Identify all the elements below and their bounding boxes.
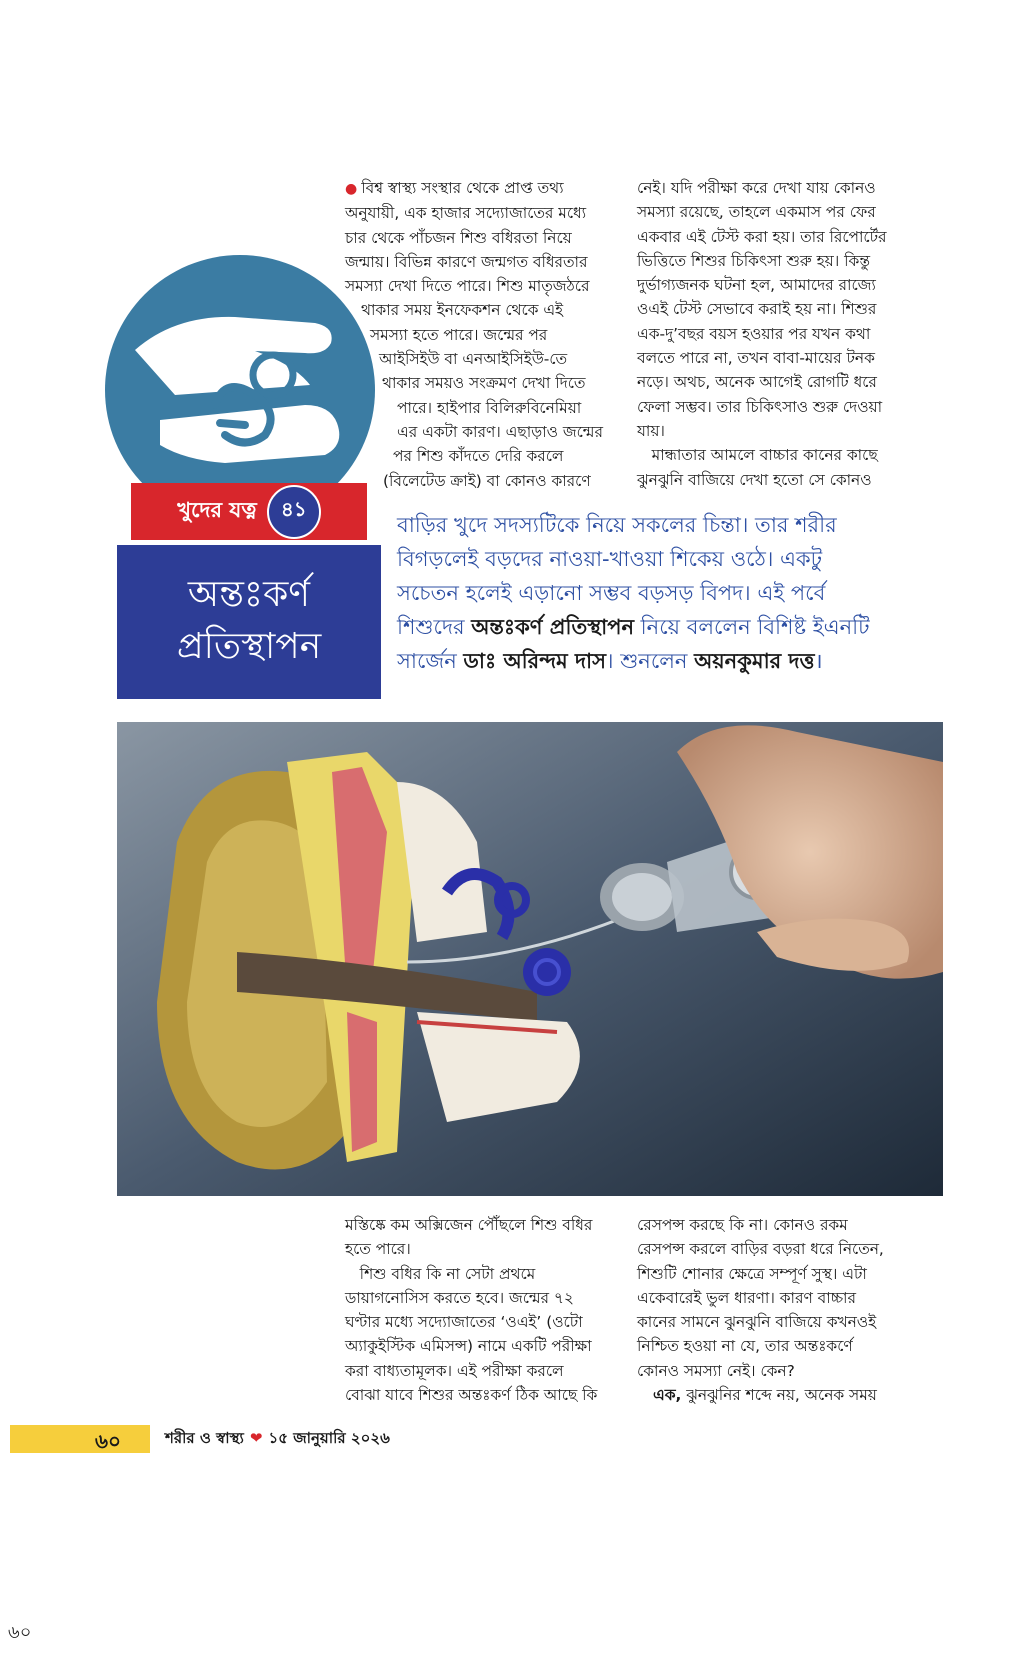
title-line: অন্তঃকর্ণ [187, 574, 311, 615]
text-line: ডায়াগনোসিস করতে হবে। জন্মের ৭২ [345, 1288, 574, 1307]
intro-line: সার্জেন ডাঃ অরিন্দম দাস। শুনলেন অয়নকুমার দত্ত। [397, 649, 823, 673]
doctor-name: ডাঃ অরিন্দম দাস [463, 649, 607, 673]
text-line: রেসপন্স করছে কি না। কোনও রকম [637, 1216, 848, 1234]
text-line: পর শিশু কাঁদতে দেরি করলে [393, 447, 564, 466]
issue-date: ১৫ জানুয়ারি ২০২৬ [268, 1429, 390, 1447]
author-name: অয়নকুমার দত্ত [694, 649, 815, 673]
text-line: করা বাধ্যতামূলক। এই পরীক্ষা করলে [345, 1361, 564, 1380]
text-line: সমস্যা রয়েছে, তাহলে একমাস পর ফের [637, 203, 876, 222]
article-bottom-right [637, 1213, 884, 1407]
text-line: ফেলা সম্ভব। তার চিকিৎসাও শুরু দেওয়া [637, 397, 883, 416]
scan-page-number: ৬০ [8, 1622, 32, 1643]
series-label: খুদের যত্ন [177, 498, 257, 522]
bullet-icon: ● [345, 181, 358, 197]
text-line: যায়। [637, 421, 665, 440]
article-top-right [637, 176, 886, 492]
text-line: (বিলেটেড ক্রাই) বা কোনও কারণে [383, 471, 591, 490]
title-line: প্রতিস্থাপন [176, 626, 322, 667]
text-line: অনুযায়ী, এক হাজার সদ্যোজাতের মধ্যে [345, 204, 587, 223]
text-line: চার থেকে পাঁচজন শিশু বধিরতা নিয়ে [345, 228, 572, 247]
text-line: দুর্ভাগ্যজনক ঘটনা হল, আমাদের রাজ্যে [637, 276, 876, 295]
article-top-left [345, 176, 603, 493]
text-line: ওএই টেস্ট সেভাবে করাই হয় না। শিশুর [637, 300, 877, 319]
text-line: নড়ে। অথচ, অনেক আগেই রোগটি ধরে [637, 373, 877, 392]
text-line: কানের সামনে ঝুনঝুনি বাজিয়ে কখনওই [637, 1313, 877, 1332]
text-line: নেই। যদি পরীক্ষা করে দেখা যায় কোনও [637, 179, 876, 197]
text-line: নিশ্চিত হওয়া না যে, তার অন্তঃকর্ণে [637, 1337, 853, 1356]
text-line: কোনও সমস্যা নেই। কেন? [637, 1361, 795, 1380]
text-line: আইসিইউ বা এনআইসিইউ-তে [379, 350, 568, 369]
text-line: রেসপন্স করলে বাড়ির বড়রা ধরে নিতেন, [637, 1240, 884, 1259]
text-line: ঝুনঝুনি বাজিয়ে দেখা হতো সে কোনও [637, 470, 872, 489]
article-bottom-left [345, 1213, 597, 1407]
intro-line: শিশুদের অন্তঃকর্ণ প্রতিস্থাপন নিয়ে বললেন বিশিষ্ট ইএনটি [397, 615, 870, 639]
text-line: থাকার সময় ইনফেকশন থেকে এই [361, 301, 564, 320]
intro-paragraph [397, 508, 917, 678]
ear-implant-photo [117, 722, 943, 1196]
intro-line: বিগড়লেই বড়দের নাওয়া-খাওয়া শিকেয় ওঠে। একটু [397, 547, 823, 571]
series-number: ৪১ [267, 485, 321, 539]
text-line: একেবারেই ভুল ধারণা। কারণ বাচ্চার [637, 1288, 856, 1307]
text-line: সমস্যা দেখা দিতে পারে। শিশু মাতৃজঠরে [345, 277, 590, 296]
text-line: ● বিশ্ব স্বাস্থ্য সংস্থার থেকে প্রাপ্ত তথ্য [345, 179, 564, 197]
text-line: বোঝা যাবে শিশুর অন্তঃকর্ণ ঠিক আছে কি [345, 1386, 598, 1405]
text-line: ভিত্তিতে শিশুর চিকিৎসা শুরু হয়। কিন্তু [637, 251, 870, 270]
text-line: ঘণ্টার মধ্যে সদ্যোজাতের ‘ওএই’ (ওটো [345, 1313, 583, 1332]
text-line: শিশুটি শোনার ক্ষেত্রে সম্পূর্ণ সুস্থ। এটা [637, 1264, 867, 1283]
series-banner [131, 483, 367, 540]
text-line: শিশু বধির কি না সেটা প্রথমে [345, 1264, 536, 1283]
text-line: একবার এই টেস্ট করা হয়। তার রিপোর্টের [637, 227, 887, 246]
text-line: থাকার সময়ও সংক্রমণ দেখা দিতে [382, 374, 586, 393]
text-line: মান্ধাতার আমলে বাচ্চার কানের কাছে [637, 446, 878, 465]
text-line: সমস্যা হতে পারে। জন্মের পর [370, 325, 548, 344]
intro-line: সচেতন হলেই এড়ানো সম্ভব বড়সড় বিপদ। এই পর্বে [397, 581, 826, 605]
heart-icon: ❤ [249, 1429, 263, 1447]
footer-bar [10, 1425, 150, 1453]
intro-line: বাড়ির খুদে সদস্যটিকে নিয়ে সকলের চিন্তা। তার শরীর [397, 513, 837, 537]
text-line: এক, ঝুনঝুনির শব্দে নয়, অনেক সময় [653, 1386, 877, 1405]
text-line: বলতে পারে না, তখন বাবা-মায়ের টনক [637, 349, 875, 368]
page-number: ৬০ [95, 1429, 122, 1453]
text-line: এর একটা কারণ। এছাড়াও জন্মের [397, 422, 603, 441]
footer-info [165, 1427, 390, 1452]
text-line: হতে পারে। [345, 1240, 411, 1259]
text-line: অ্যাকুইস্টিক এমিসন্স) নামে একটি পরীক্ষা [345, 1337, 592, 1356]
text-line: জন্মায়। বিভিন্ন কারণে জন্মগত বধিরতার [345, 252, 588, 271]
text-line: পারে। হাইপার বিলিরুবিনেমিয়া [397, 398, 582, 417]
topic-bold: অন্তঃকর্ণ প্রতিস্থাপন [471, 615, 634, 639]
text-line: এক-দু’বছর বয়স হওয়ার পর যখন কথা [637, 324, 871, 343]
text-line: মস্তিষ্কে কম অক্সিজেন পৌঁছলে শিশু বধির [345, 1216, 593, 1234]
article-title [117, 545, 381, 699]
magazine-name: শরীর ও স্বাস্থ্য [165, 1429, 244, 1447]
bold-lead: এক, [653, 1386, 682, 1405]
